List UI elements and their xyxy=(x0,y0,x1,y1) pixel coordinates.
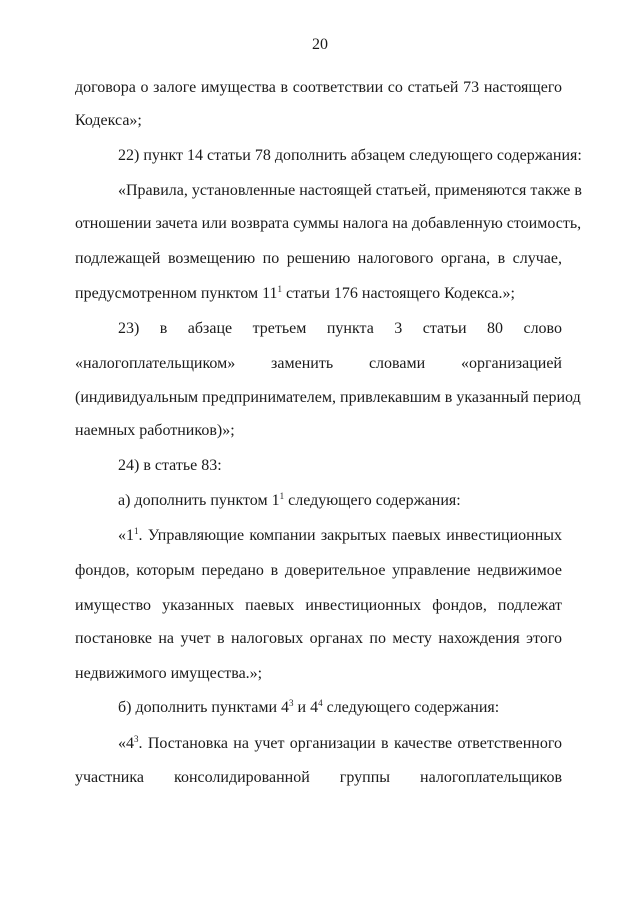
text-line: постановке на учет в налоговых органах по месту нахождения этого xyxy=(75,630,562,647)
text-line: недвижимого имущества.»; xyxy=(75,665,263,682)
superscript: 1 xyxy=(277,284,283,294)
superscript: 1 xyxy=(279,491,285,501)
text-line: участника консолидированной группы налогоплательщиков xyxy=(75,769,562,786)
text-line: «Правила, установленные настоящей статьей, применяются также в xyxy=(118,182,582,199)
text-line: 23) в абзаце третьем пункта 3 статьи 80 слово xyxy=(118,320,562,337)
text-line: договора о залоге имущества в соответствии со статьей 73 настоящего xyxy=(75,79,562,96)
superscript: 3 xyxy=(134,734,139,744)
text-line: 22) пункт 14 статьи 78 дополнить абзацем следующего содержания: xyxy=(118,147,582,164)
text-line: «$1^1$. Управляющие компании закрытых паевых инвестиционных xyxy=(118,526,562,544)
text-line: Кодекса»; xyxy=(75,112,142,129)
text-line: 24) в статье 83: xyxy=(118,457,222,474)
text-line: наемных работников)»; xyxy=(75,422,235,439)
text-line: подлежащей возмещению по решению налогового органа, в случае, xyxy=(75,250,562,267)
page-number: 20 xyxy=(312,36,328,53)
superscript: 1 xyxy=(134,526,139,536)
text-line: имущество указанных паевых инвестиционных фондов, подлежат xyxy=(75,597,562,614)
text-line: б) дополнить пунктами $4^3$ и $4^4$ следующего содержания: xyxy=(118,698,500,716)
superscript: 4 xyxy=(318,698,323,708)
text-line: предусмотренном пунктом $11^1$ статьи 176 настоящего Кодекса.»; xyxy=(75,284,515,302)
text-line: а) дополнить пунктом $1^1$ следующего содержания: xyxy=(118,491,461,509)
text-line: «$4^3$. Постановка на учет организации в качестве ответственного xyxy=(118,734,562,752)
text-line: отношении зачета или возврата суммы налога на добавленную стоимость, xyxy=(75,215,582,232)
text-line: «налогоплательщиком» заменить словами «организацией xyxy=(75,355,562,372)
text-line: (индивидуальным предпринимателем, привлекавшим в указанный период xyxy=(75,389,581,406)
superscript: 3 xyxy=(289,698,294,708)
text-line: фондов, которым передано в доверительное управление недвижимое xyxy=(75,562,562,579)
